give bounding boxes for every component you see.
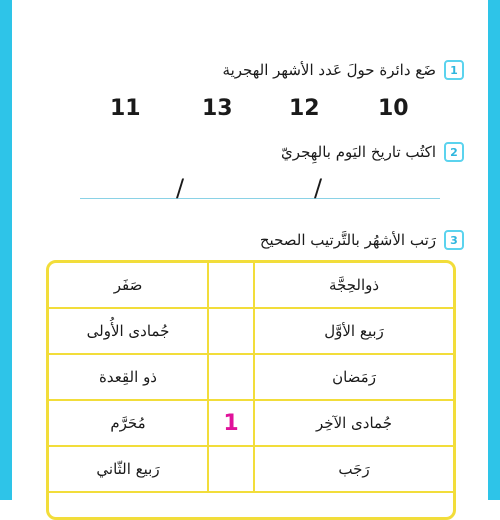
choice-11[interactable]: 11 — [110, 96, 141, 121]
order-cell[interactable]: 1 — [209, 401, 255, 447]
date-separator-2: / — [314, 174, 323, 202]
order-cell[interactable] — [209, 309, 255, 355]
month-cell-right: جُمادى الآخِر — [255, 401, 453, 447]
frame-right-border — [488, 0, 500, 500]
date-separator-1: / — [176, 174, 185, 202]
order-cell[interactable] — [209, 447, 255, 493]
month-cell-right: رَبيع الأوَّل — [255, 309, 453, 355]
month-cell-left: مُحَرَّم — [49, 401, 209, 447]
number-choices — [0, 96, 500, 124]
month-cell-left: رَبيع الثّاني — [49, 447, 209, 493]
question-text-2: اكتُب تاريخ اليَوم بالهِجريّ — [281, 143, 436, 161]
question-number-2: 2 — [444, 142, 464, 162]
month-cell-right: رَجَب — [255, 447, 453, 493]
choice-13[interactable]: 13 — [202, 96, 233, 121]
question-3 — [260, 230, 464, 250]
month-cell-right: رَمَضان — [255, 355, 453, 401]
months-order-table — [46, 260, 456, 520]
choice-12[interactable]: 12 — [289, 96, 320, 121]
month-cell-right: ذوالحِجَّة — [255, 263, 453, 309]
month-cell-left: جُمادى الأُولى — [49, 309, 209, 355]
question-2 — [281, 142, 464, 162]
choice-10[interactable]: 10 — [378, 96, 409, 121]
date-answer-line[interactable] — [80, 198, 440, 199]
question-number-1: 1 — [444, 60, 464, 80]
month-cell-left: ذو القِعدة — [49, 355, 209, 401]
order-cell[interactable] — [209, 263, 255, 309]
month-cell-left: صَفَر — [49, 263, 209, 309]
order-cell[interactable] — [209, 355, 255, 401]
frame-left-border — [0, 0, 12, 500]
question-1 — [223, 60, 464, 80]
question-number-3: 3 — [444, 230, 464, 250]
question-text-3: رَتب الأشهُر بالتَّرتيب الصحيح — [259, 231, 436, 249]
question-text-1: ضَع دائرة حولَ عَدد الأشهر الهجرية — [222, 61, 436, 79]
